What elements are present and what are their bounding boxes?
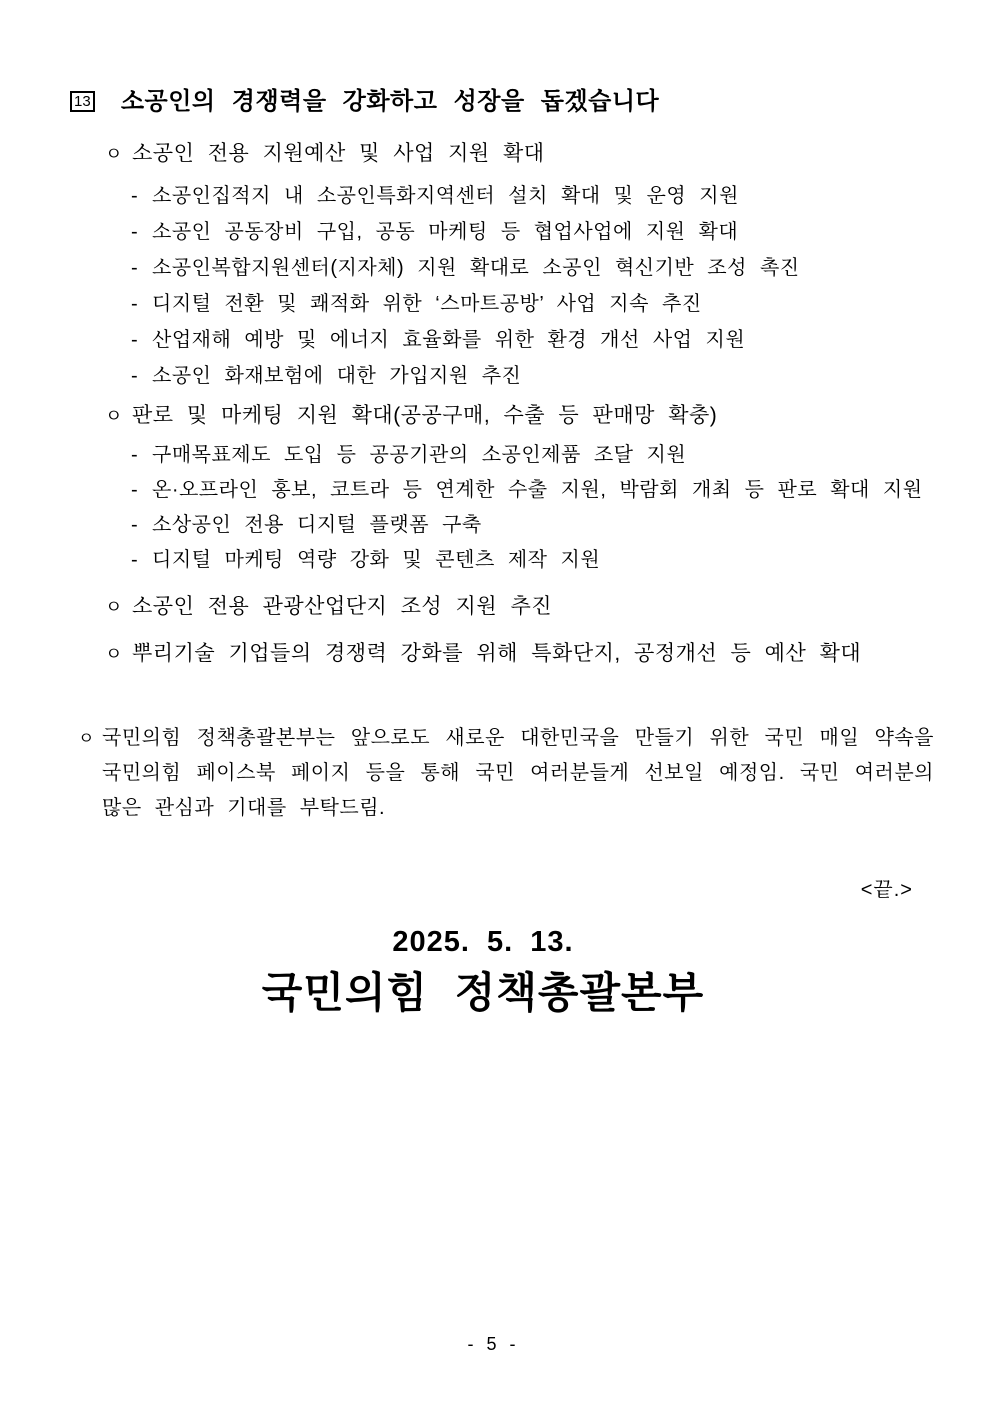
circle-bullet: ㅇ: [105, 406, 123, 426]
heading-number-box: 13: [70, 91, 95, 112]
section-4-title: 뿌리기술 기업들의 경쟁력 강화를 위해 특화단지, 공정개선 등 예산 확대: [132, 642, 862, 665]
sub-item: [131, 178, 800, 214]
sub-item: [131, 508, 923, 543]
dash-bullet: -: [131, 444, 138, 466]
sub-item-text: 온·오프라인 홍보, 코트라 등 연계한 수출 지원, 박람회 개최 등 판로 확대 지원: [152, 479, 923, 501]
sub-item-text: 디지털 마케팅 역량 강화 및 콘텐츠 제작 지원: [152, 549, 601, 571]
section-heading: [70, 88, 659, 116]
sub-item: [131, 250, 800, 286]
circle-bullet: ㅇ: [78, 729, 95, 748]
dash-bullet: -: [131, 514, 138, 536]
dash-bullet: -: [131, 185, 138, 207]
sub-item: [131, 286, 800, 322]
organization-name: 국민의힘 정책총괄본부: [261, 969, 705, 1016]
sub-item-text: 소공인 공동장비 구입, 공동 마케팅 등 협업사업에 지원 확대: [152, 221, 739, 243]
section-1-title: 소공인 전용 지원예산 및 사업 지원 확대: [132, 142, 545, 165]
end-mark: <끝.>: [860, 879, 913, 901]
dash-bullet: -: [131, 257, 138, 279]
closing-paragraph: [78, 721, 934, 826]
sub-item: [131, 214, 800, 250]
sub-item: [131, 322, 800, 358]
sub-item: [131, 473, 923, 508]
sub-item-text: 소공인 화재보험에 대한 가입지원 추진: [152, 365, 522, 387]
circle-bullet: ㅇ: [105, 597, 123, 617]
sub-item-text: 디지털 전환 및 쾌적화 위한 ‘스마트공방’ 사업 지속 추진: [152, 293, 702, 315]
bullet-line-section-4: [105, 639, 861, 669]
circle-bullet: ㅇ: [105, 144, 123, 164]
heading-text: 소공인의 경쟁력을 강화하고 성장을 돕겠습니다: [120, 88, 660, 115]
sub-item-text: 소공인집적지 내 소공인특화지역센터 설치 확대 및 운영 지원: [152, 185, 739, 207]
dash-bullet: -: [131, 329, 138, 351]
bullet-line-section-3: [105, 592, 552, 622]
dash-bullet: -: [131, 479, 138, 501]
dash-bullet: -: [131, 365, 138, 387]
closing-paragraph-text: 국민의힘 정책총괄본부는 앞으로도 새로운 대한민국을 만들기 위한 국민 매일 약속을 국민의힘 페이스북 페이지 등을 통해 국민 여러분들게 선보일 예정임. 국민 여러분의 많은 관심과 기대를 부탁드림.: [102, 727, 934, 819]
section-2-items: [131, 438, 923, 578]
section-1-items: [131, 178, 800, 394]
sub-item: [131, 358, 800, 394]
circle-bullet: ㅇ: [105, 644, 123, 664]
sub-item-text: 소상공인 전용 디지털 플랫폼 구축: [152, 514, 482, 536]
sub-item-text: 산업재해 예방 및 에너지 효율화를 위한 환경 개선 사업 지원: [152, 329, 746, 351]
sub-item-text: 소공인복합지원센터(지자체) 지원 확대로 소공인 혁신기반 조성 촉진: [152, 257, 800, 279]
section-2-title: 판로 및 마케팅 지원 확대(공공구매, 수출 등 판매망 확충): [132, 404, 718, 427]
bullet-line-section-2: [105, 401, 717, 431]
page-number: - 5 -: [467, 1334, 517, 1354]
section-3-title: 소공인 전용 관광산업단지 조성 지원 추진: [132, 595, 553, 618]
document-date: 2025. 5. 13.: [392, 926, 574, 958]
dash-bullet: -: [131, 293, 138, 315]
sub-item: [131, 438, 923, 473]
bullet-line-section-1: [105, 139, 545, 169]
sub-item-text: 구매목표제도 도입 등 공공기관의 소공인제품 조달 지원: [152, 444, 687, 466]
sub-item: [131, 543, 923, 578]
dash-bullet: -: [131, 549, 138, 571]
dash-bullet: -: [131, 221, 138, 243]
